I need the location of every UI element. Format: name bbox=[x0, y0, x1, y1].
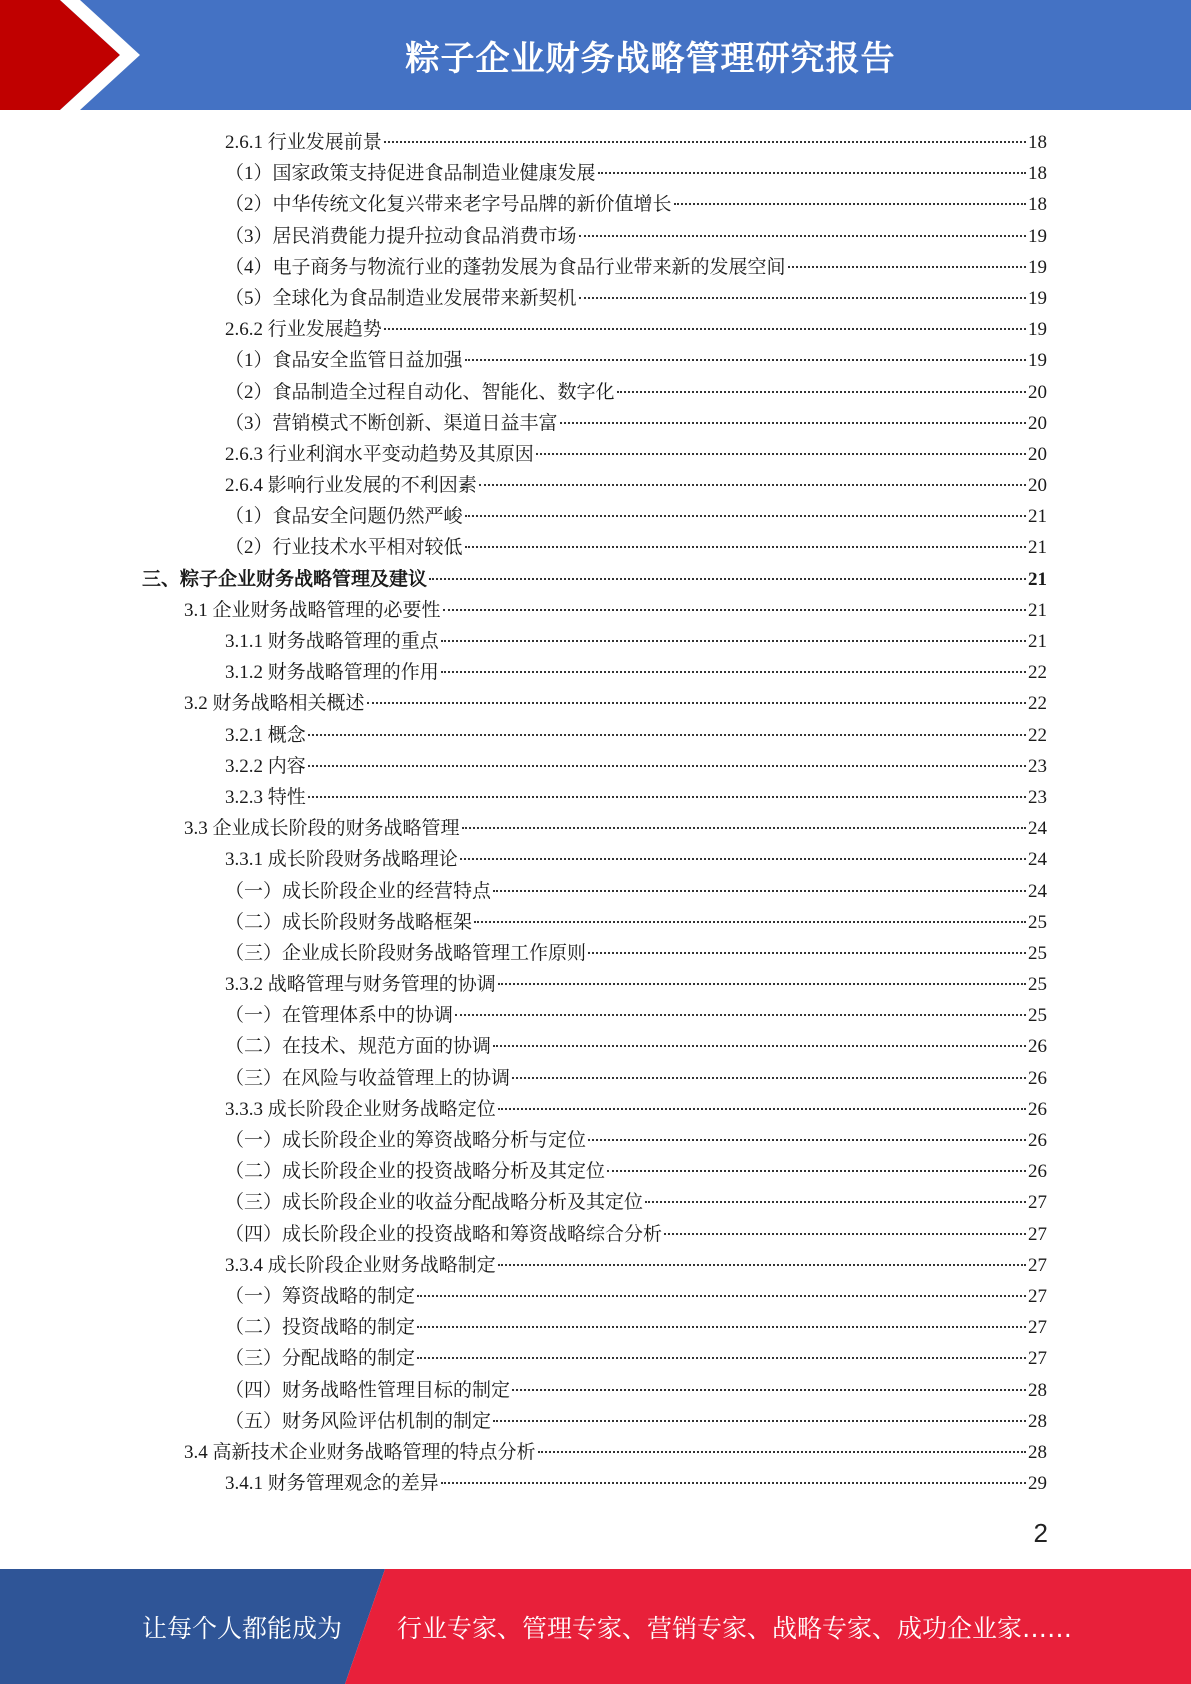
toc-entry-title: （二）成长阶段企业的投资战略分析及其定位 bbox=[225, 1161, 606, 1183]
footer-slogan-left: 让每个人都能成为 bbox=[142, 1613, 343, 1643]
toc-entry-title: （2）行业技术水平相对较低 bbox=[225, 537, 463, 559]
toc-entry-title: 3.1.2 财务战略管理的作用 bbox=[225, 662, 439, 684]
toc-entry-page: 21 bbox=[1028, 537, 1047, 559]
toc-entry[interactable] bbox=[0, 907, 1191, 938]
toc-entry[interactable] bbox=[0, 1343, 1191, 1374]
toc-entry-title: （一）成长阶段企业的经营特点 bbox=[225, 880, 492, 902]
toc-dot-leader bbox=[493, 1045, 1026, 1047]
toc-entry-title: 3.2.1 概念 bbox=[225, 724, 306, 746]
toc-dot-leader bbox=[455, 1014, 1026, 1016]
toc-entry[interactable] bbox=[0, 876, 1191, 907]
toc-dot-leader bbox=[560, 422, 1026, 424]
toc-dot-leader bbox=[588, 1139, 1026, 1141]
toc-entry[interactable] bbox=[0, 252, 1191, 283]
toc-entry-page: 20 bbox=[1028, 412, 1047, 434]
toc-dot-leader bbox=[538, 1451, 1026, 1453]
footer-slogan-right: 行业专家、管理专家、营销专家、战略专家、成功企业家…… bbox=[397, 1613, 1073, 1643]
toc-entry-title: （1）国家政策支持促进食品制造业健康发展 bbox=[225, 163, 596, 185]
toc-dot-leader bbox=[579, 297, 1026, 299]
toc-entry-page: 22 bbox=[1028, 662, 1047, 684]
table-of-contents bbox=[0, 127, 1191, 1499]
document-title: 粽子企业财务战略管理研究报告 bbox=[405, 38, 896, 79]
toc-entry-page: 24 bbox=[1028, 849, 1047, 871]
toc-entry-title: 2.6.4 影响行业发展的不利因素 bbox=[225, 475, 477, 497]
toc-dot-leader bbox=[617, 391, 1026, 393]
toc-entry-page: 22 bbox=[1028, 693, 1047, 715]
toc-entry-title: （一）筹资战略的制定 bbox=[225, 1285, 416, 1307]
toc-dot-leader bbox=[512, 1389, 1026, 1391]
toc-entry-page: 28 bbox=[1028, 1441, 1047, 1463]
toc-entry[interactable] bbox=[0, 1031, 1191, 1062]
toc-entry-title: 3.3.4 成长阶段企业财务战略制定 bbox=[225, 1254, 496, 1276]
toc-entry-page: 27 bbox=[1028, 1285, 1047, 1307]
toc-entry-title: （一）成长阶段企业的筹资战略分析与定位 bbox=[225, 1130, 587, 1151]
toc-entry-title: （二）投资战略的制定 bbox=[225, 1317, 416, 1339]
toc-entry-page: 18 bbox=[1028, 132, 1047, 153]
toc-entry-title: （三）分配战略的制定 bbox=[225, 1348, 416, 1370]
toc-entry[interactable] bbox=[0, 1000, 1191, 1031]
toc-entry[interactable] bbox=[0, 408, 1191, 439]
toc-entry-title: 3.3 企业成长阶段的财务战略管理 bbox=[184, 818, 460, 840]
toc-entry[interactable] bbox=[0, 938, 1191, 969]
toc-entry-title: 3.2.2 内容 bbox=[225, 755, 306, 777]
toc-dot-leader bbox=[664, 1233, 1026, 1235]
toc-entry-page: 25 bbox=[1028, 942, 1047, 964]
toc-entry[interactable] bbox=[0, 657, 1191, 688]
toc-dot-leader bbox=[498, 1264, 1026, 1266]
toc-entry-page: 27 bbox=[1028, 1192, 1047, 1214]
toc-entry-page: 19 bbox=[1028, 256, 1047, 278]
toc-entry[interactable] bbox=[0, 813, 1191, 844]
toc-entry-title: 3.1.1 财务战略管理的重点 bbox=[225, 631, 439, 652]
toc-entry-page: 27 bbox=[1028, 1317, 1047, 1339]
toc-entry-title: （2）中华传统文化复兴带来老字号品牌的新价值增长 bbox=[225, 194, 672, 216]
toc-entry[interactable] bbox=[0, 1219, 1191, 1250]
toc-entry[interactable] bbox=[0, 1250, 1191, 1281]
toc-entry-title: 2.6.3 行业利润水平变动趋势及其原因 bbox=[225, 443, 534, 465]
toc-dot-leader bbox=[367, 702, 1026, 704]
toc-entry[interactable] bbox=[0, 1406, 1191, 1437]
toc-entry-title: （3）营销模式不断创新、渠道日益丰富 bbox=[225, 412, 558, 434]
toc-entry[interactable] bbox=[0, 345, 1191, 376]
toc-entry-title: （三）在风险与收益管理上的协调 bbox=[225, 1067, 511, 1089]
toc-entry[interactable] bbox=[0, 1187, 1191, 1218]
toc-dot-leader bbox=[474, 921, 1026, 923]
toc-entry[interactable] bbox=[0, 751, 1191, 782]
toc-dot-leader bbox=[441, 1482, 1026, 1484]
toc-entry[interactable] bbox=[0, 720, 1191, 751]
toc-dot-leader bbox=[465, 515, 1026, 517]
toc-entry[interactable] bbox=[0, 1437, 1191, 1468]
toc-dot-leader bbox=[465, 546, 1026, 548]
toc-entry[interactable] bbox=[0, 1281, 1191, 1312]
toc-entry-title: 3.1 企业财务战略管理的必要性 bbox=[184, 599, 441, 621]
toc-dot-leader bbox=[512, 1077, 1026, 1079]
toc-entry-title: （二）在技术、规范方面的协调 bbox=[225, 1036, 492, 1058]
toc-dot-leader bbox=[536, 453, 1026, 455]
toc-entry-page: 26 bbox=[1028, 1161, 1047, 1183]
toc-dot-leader bbox=[645, 1201, 1026, 1203]
toc-dot-leader bbox=[498, 983, 1026, 985]
toc-entry-title: 3.4 高新技术企业财务战略管理的特点分析 bbox=[184, 1441, 536, 1463]
toc-entry-title: （四）财务战略性管理目标的制定 bbox=[225, 1379, 511, 1401]
toc-entry-title: （三）成长阶段企业的收益分配战略分析及其定位 bbox=[225, 1192, 644, 1214]
toc-entry-title: 3.4.1 财务管理观念的差异 bbox=[225, 1473, 439, 1495]
toc-dot-leader bbox=[579, 235, 1026, 237]
toc-dot-leader bbox=[674, 203, 1026, 205]
toc-entry-page: 21 bbox=[1028, 506, 1047, 528]
toc-entry-page: 26 bbox=[1028, 1036, 1047, 1058]
toc-dot-leader bbox=[308, 765, 1026, 767]
toc-entry[interactable] bbox=[0, 221, 1191, 252]
toc-entry-title: 2.6.1 行业发展前景 bbox=[225, 132, 382, 153]
toc-entry[interactable] bbox=[0, 595, 1191, 626]
toc-entry[interactable] bbox=[0, 1375, 1191, 1406]
toc-entry-title: 3.3.1 成长阶段财务战略理论 bbox=[225, 849, 458, 871]
toc-entry-page: 19 bbox=[1028, 319, 1047, 341]
toc-entry-title: 2.6.2 行业发展趋势 bbox=[225, 319, 382, 341]
toc-entry-title: （3）居民消费能力提升拉动食品消费市场 bbox=[225, 225, 577, 247]
toc-entry-page: 28 bbox=[1028, 1379, 1047, 1401]
toc-entry-title: 3.2.3 特性 bbox=[225, 786, 306, 808]
toc-entry-page: 19 bbox=[1028, 225, 1047, 247]
toc-dot-leader bbox=[417, 1295, 1026, 1297]
toc-dot-leader bbox=[443, 609, 1026, 611]
toc-entry[interactable] bbox=[0, 626, 1191, 657]
toc-entry-page: 25 bbox=[1028, 974, 1047, 996]
toc-entry[interactable] bbox=[0, 377, 1191, 408]
toc-entry[interactable] bbox=[0, 501, 1191, 532]
toc-entry[interactable] bbox=[0, 1094, 1191, 1125]
header-red-chevron bbox=[0, 0, 160, 110]
toc-entry-page: 21 bbox=[1028, 599, 1047, 621]
toc-entry[interactable] bbox=[0, 844, 1191, 875]
toc-entry-title: 3.2 财务战略相关概述 bbox=[184, 693, 365, 715]
toc-entry-page: 24 bbox=[1028, 880, 1047, 902]
toc-entry-title: （2）食品制造全过程自动化、智能化、数字化 bbox=[225, 381, 615, 403]
toc-entry-page: 26 bbox=[1028, 1130, 1047, 1151]
toc-dot-leader bbox=[417, 1357, 1026, 1359]
toc-entry[interactable] bbox=[0, 1063, 1191, 1094]
toc-entry[interactable] bbox=[0, 969, 1191, 1000]
toc-entry-title: 3.3.3 成长阶段企业财务战略定位 bbox=[225, 1098, 496, 1120]
toc-entry[interactable] bbox=[0, 1468, 1191, 1499]
toc-dot-leader bbox=[498, 1108, 1026, 1110]
toc-dot-leader bbox=[462, 827, 1026, 829]
toc-entry[interactable] bbox=[0, 1312, 1191, 1343]
toc-entry-page: 26 bbox=[1028, 1098, 1047, 1120]
toc-entry[interactable] bbox=[0, 1156, 1191, 1187]
toc-entry-page: 25 bbox=[1028, 911, 1047, 933]
page-number: 2 bbox=[1033, 1518, 1048, 1548]
toc-dot-leader bbox=[429, 578, 1026, 580]
toc-entry[interactable] bbox=[0, 1125, 1191, 1156]
toc-dot-leader bbox=[441, 640, 1026, 642]
toc-dot-leader bbox=[465, 359, 1026, 361]
toc-entry-page: 28 bbox=[1028, 1410, 1047, 1432]
toc-dot-leader bbox=[598, 172, 1026, 174]
toc-dot-leader bbox=[308, 734, 1026, 736]
toc-entry-page: 18 bbox=[1028, 194, 1047, 216]
toc-entry-page: 20 bbox=[1028, 443, 1047, 465]
toc-entry-title: 三、粽子企业财务战略管理及建议 bbox=[142, 568, 428, 590]
toc-entry-page: 20 bbox=[1028, 475, 1047, 497]
toc-entry[interactable] bbox=[0, 532, 1191, 563]
toc-entry-page: 19 bbox=[1028, 350, 1047, 372]
toc-entry-title: （1）食品安全监管日益加强 bbox=[225, 350, 463, 372]
toc-entry[interactable] bbox=[0, 688, 1191, 719]
toc-entry-page: 22 bbox=[1028, 724, 1047, 746]
toc-dot-leader bbox=[460, 858, 1026, 860]
toc-dot-leader bbox=[588, 952, 1026, 954]
toc-dot-leader bbox=[607, 1170, 1026, 1172]
toc-entry[interactable] bbox=[0, 314, 1191, 345]
toc-entry-page: 26 bbox=[1028, 1067, 1047, 1089]
toc-entry-page: 18 bbox=[1028, 163, 1047, 185]
toc-entry[interactable] bbox=[0, 158, 1191, 189]
toc-entry-page: 20 bbox=[1028, 381, 1047, 403]
toc-entry[interactable] bbox=[0, 782, 1191, 813]
toc-entry-page: 27 bbox=[1028, 1254, 1047, 1276]
toc-entry-title: （一）在管理体系中的协调 bbox=[225, 1005, 454, 1027]
toc-entry-title: （二）成长阶段财务战略框架 bbox=[225, 911, 473, 933]
toc-entry-page: 27 bbox=[1028, 1348, 1047, 1370]
toc-entry[interactable] bbox=[0, 564, 1191, 595]
toc-entry-title: 3.3.2 战略管理与财务管理的协调 bbox=[225, 974, 496, 996]
toc-entry-title: （1）食品安全问题仍然严峻 bbox=[225, 506, 463, 528]
toc-dot-leader bbox=[493, 1420, 1026, 1422]
toc-dot-leader bbox=[479, 484, 1026, 486]
toc-entry-page: 27 bbox=[1028, 1223, 1047, 1245]
footer-banner bbox=[0, 1569, 1191, 1684]
toc-entry-page: 23 bbox=[1028, 755, 1047, 777]
toc-dot-leader bbox=[308, 796, 1026, 798]
toc-entry[interactable] bbox=[0, 470, 1191, 501]
toc-entry-title: （五）财务风险评估机制的制定 bbox=[225, 1410, 492, 1432]
toc-dot-leader bbox=[788, 266, 1026, 268]
toc-entry-page: 21 bbox=[1028, 568, 1047, 590]
toc-dot-leader bbox=[384, 328, 1026, 330]
toc-entry-title: （4）电子商务与物流行业的蓬勃发展为食品行业带来新的发展空间 bbox=[225, 256, 786, 278]
header-banner bbox=[0, 0, 1191, 110]
toc-entry-page: 23 bbox=[1028, 786, 1047, 808]
toc-dot-leader bbox=[384, 141, 1026, 143]
toc-entry[interactable] bbox=[0, 439, 1191, 470]
toc-entry-page: 21 bbox=[1028, 631, 1047, 652]
toc-entry[interactable] bbox=[0, 283, 1191, 314]
toc-dot-leader bbox=[493, 890, 1026, 892]
toc-entry-page: 24 bbox=[1028, 818, 1047, 840]
toc-entry-title: （四）成长阶段企业的投资战略和筹资战略综合分析 bbox=[225, 1223, 663, 1245]
toc-entry[interactable] bbox=[0, 127, 1191, 158]
toc-entry-title: （5）全球化为食品制造业发展带来新契机 bbox=[225, 287, 577, 309]
toc-dot-leader bbox=[441, 671, 1026, 673]
toc-entry-page: 25 bbox=[1028, 1005, 1047, 1027]
toc-dot-leader bbox=[417, 1326, 1026, 1328]
toc-entry-page: 29 bbox=[1028, 1473, 1047, 1495]
toc-entry-page: 19 bbox=[1028, 287, 1047, 309]
toc-entry-title: （三）企业成长阶段财务战略管理工作原则 bbox=[225, 942, 587, 964]
toc-entry[interactable] bbox=[0, 189, 1191, 220]
